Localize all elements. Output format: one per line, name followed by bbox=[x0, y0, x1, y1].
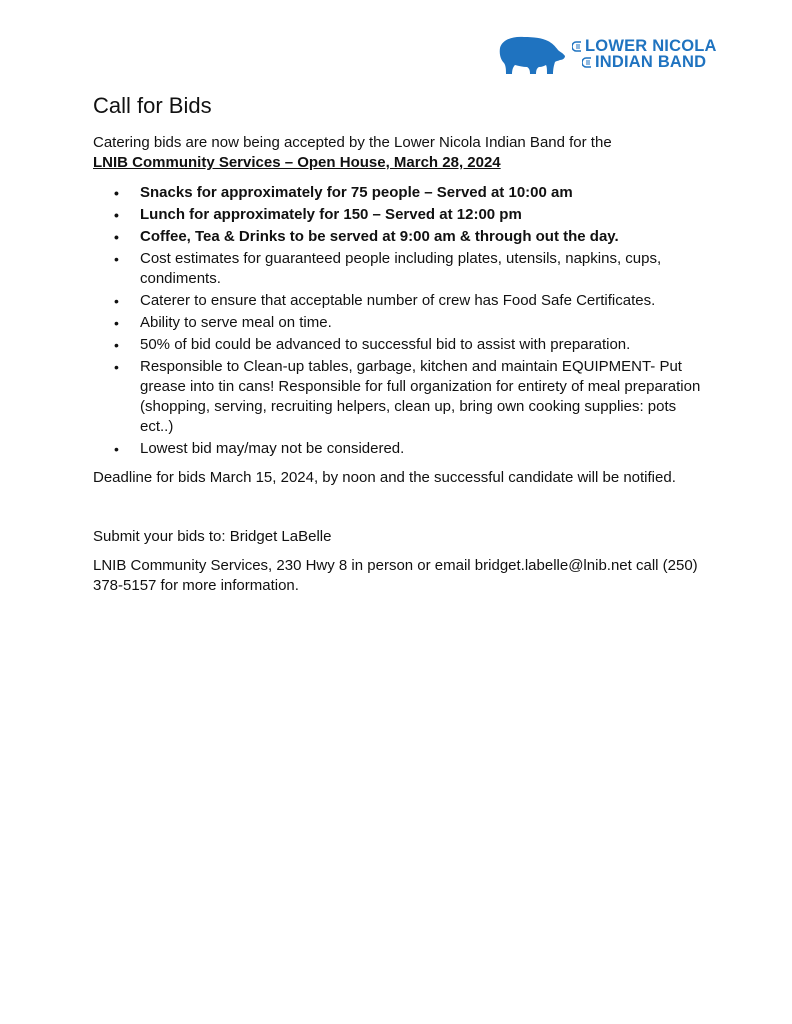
requirements-list bbox=[93, 183, 713, 459]
list-item: • Responsible to Clean-up tables, garbage, kitchen and maintain EQUIPMENT- Put grease into tin cans! Responsible for full organization for entirety of meal preparation (shopping, serving, recruiting helpers, clean up, bring own cooking supplies: pots ect..) bbox=[140, 357, 713, 437]
drum-icon bbox=[582, 57, 592, 68]
lnib-logo bbox=[498, 34, 734, 78]
submit-text: Submit your bids to: Bridget LaBelle bbox=[93, 528, 332, 545]
event-title: LNIB Community Services – Open House, March 28, 2024 bbox=[93, 154, 501, 171]
list-item: • Lunch for approximately for 150 – Served at 12:00 pm bbox=[140, 205, 713, 225]
list-item: • Ability to serve meal on time. bbox=[140, 313, 713, 333]
logo-line-2 bbox=[572, 54, 717, 70]
list-item: • Cost estimates for guaranteed people including plates, utensils, napkins, cups, condiments. bbox=[140, 249, 713, 289]
bear-icon bbox=[498, 34, 566, 76]
list-item: • 50% of bid could be advanced to successful bid to assist with preparation. bbox=[140, 335, 713, 355]
logo-text bbox=[572, 38, 717, 70]
list-item: • Coffee, Tea & Drinks to be served at 9:00 am & through out the day. bbox=[140, 227, 713, 247]
list-item: • Lowest bid may/may not be considered. bbox=[140, 439, 713, 459]
logo-line-2-text: INDIAN BAND bbox=[595, 53, 707, 71]
list-item: • Caterer to ensure that acceptable number of crew has Food Safe Certificates. bbox=[140, 291, 713, 311]
contact-text: LNIB Community Services, 230 Hwy 8 in person or email bridget.labelle@lnib.net call (250) 378-5157 for more information. bbox=[93, 557, 698, 594]
logo-line-1-text: LOWER NICOLA bbox=[585, 37, 717, 55]
page-title: Call for Bids bbox=[93, 93, 212, 118]
logo-line-1 bbox=[572, 38, 717, 54]
drum-icon bbox=[572, 41, 582, 52]
list-item: • Snacks for approximately for 75 people – Served at 10:00 am bbox=[140, 183, 713, 203]
deadline-text: Deadline for bids March 15, 2024, by noon and the successful candidate will be notified. bbox=[93, 469, 676, 486]
intro-text: Catering bids are now being accepted by the Lower Nicola Indian Band for the bbox=[93, 134, 612, 151]
document-body bbox=[93, 133, 713, 596]
